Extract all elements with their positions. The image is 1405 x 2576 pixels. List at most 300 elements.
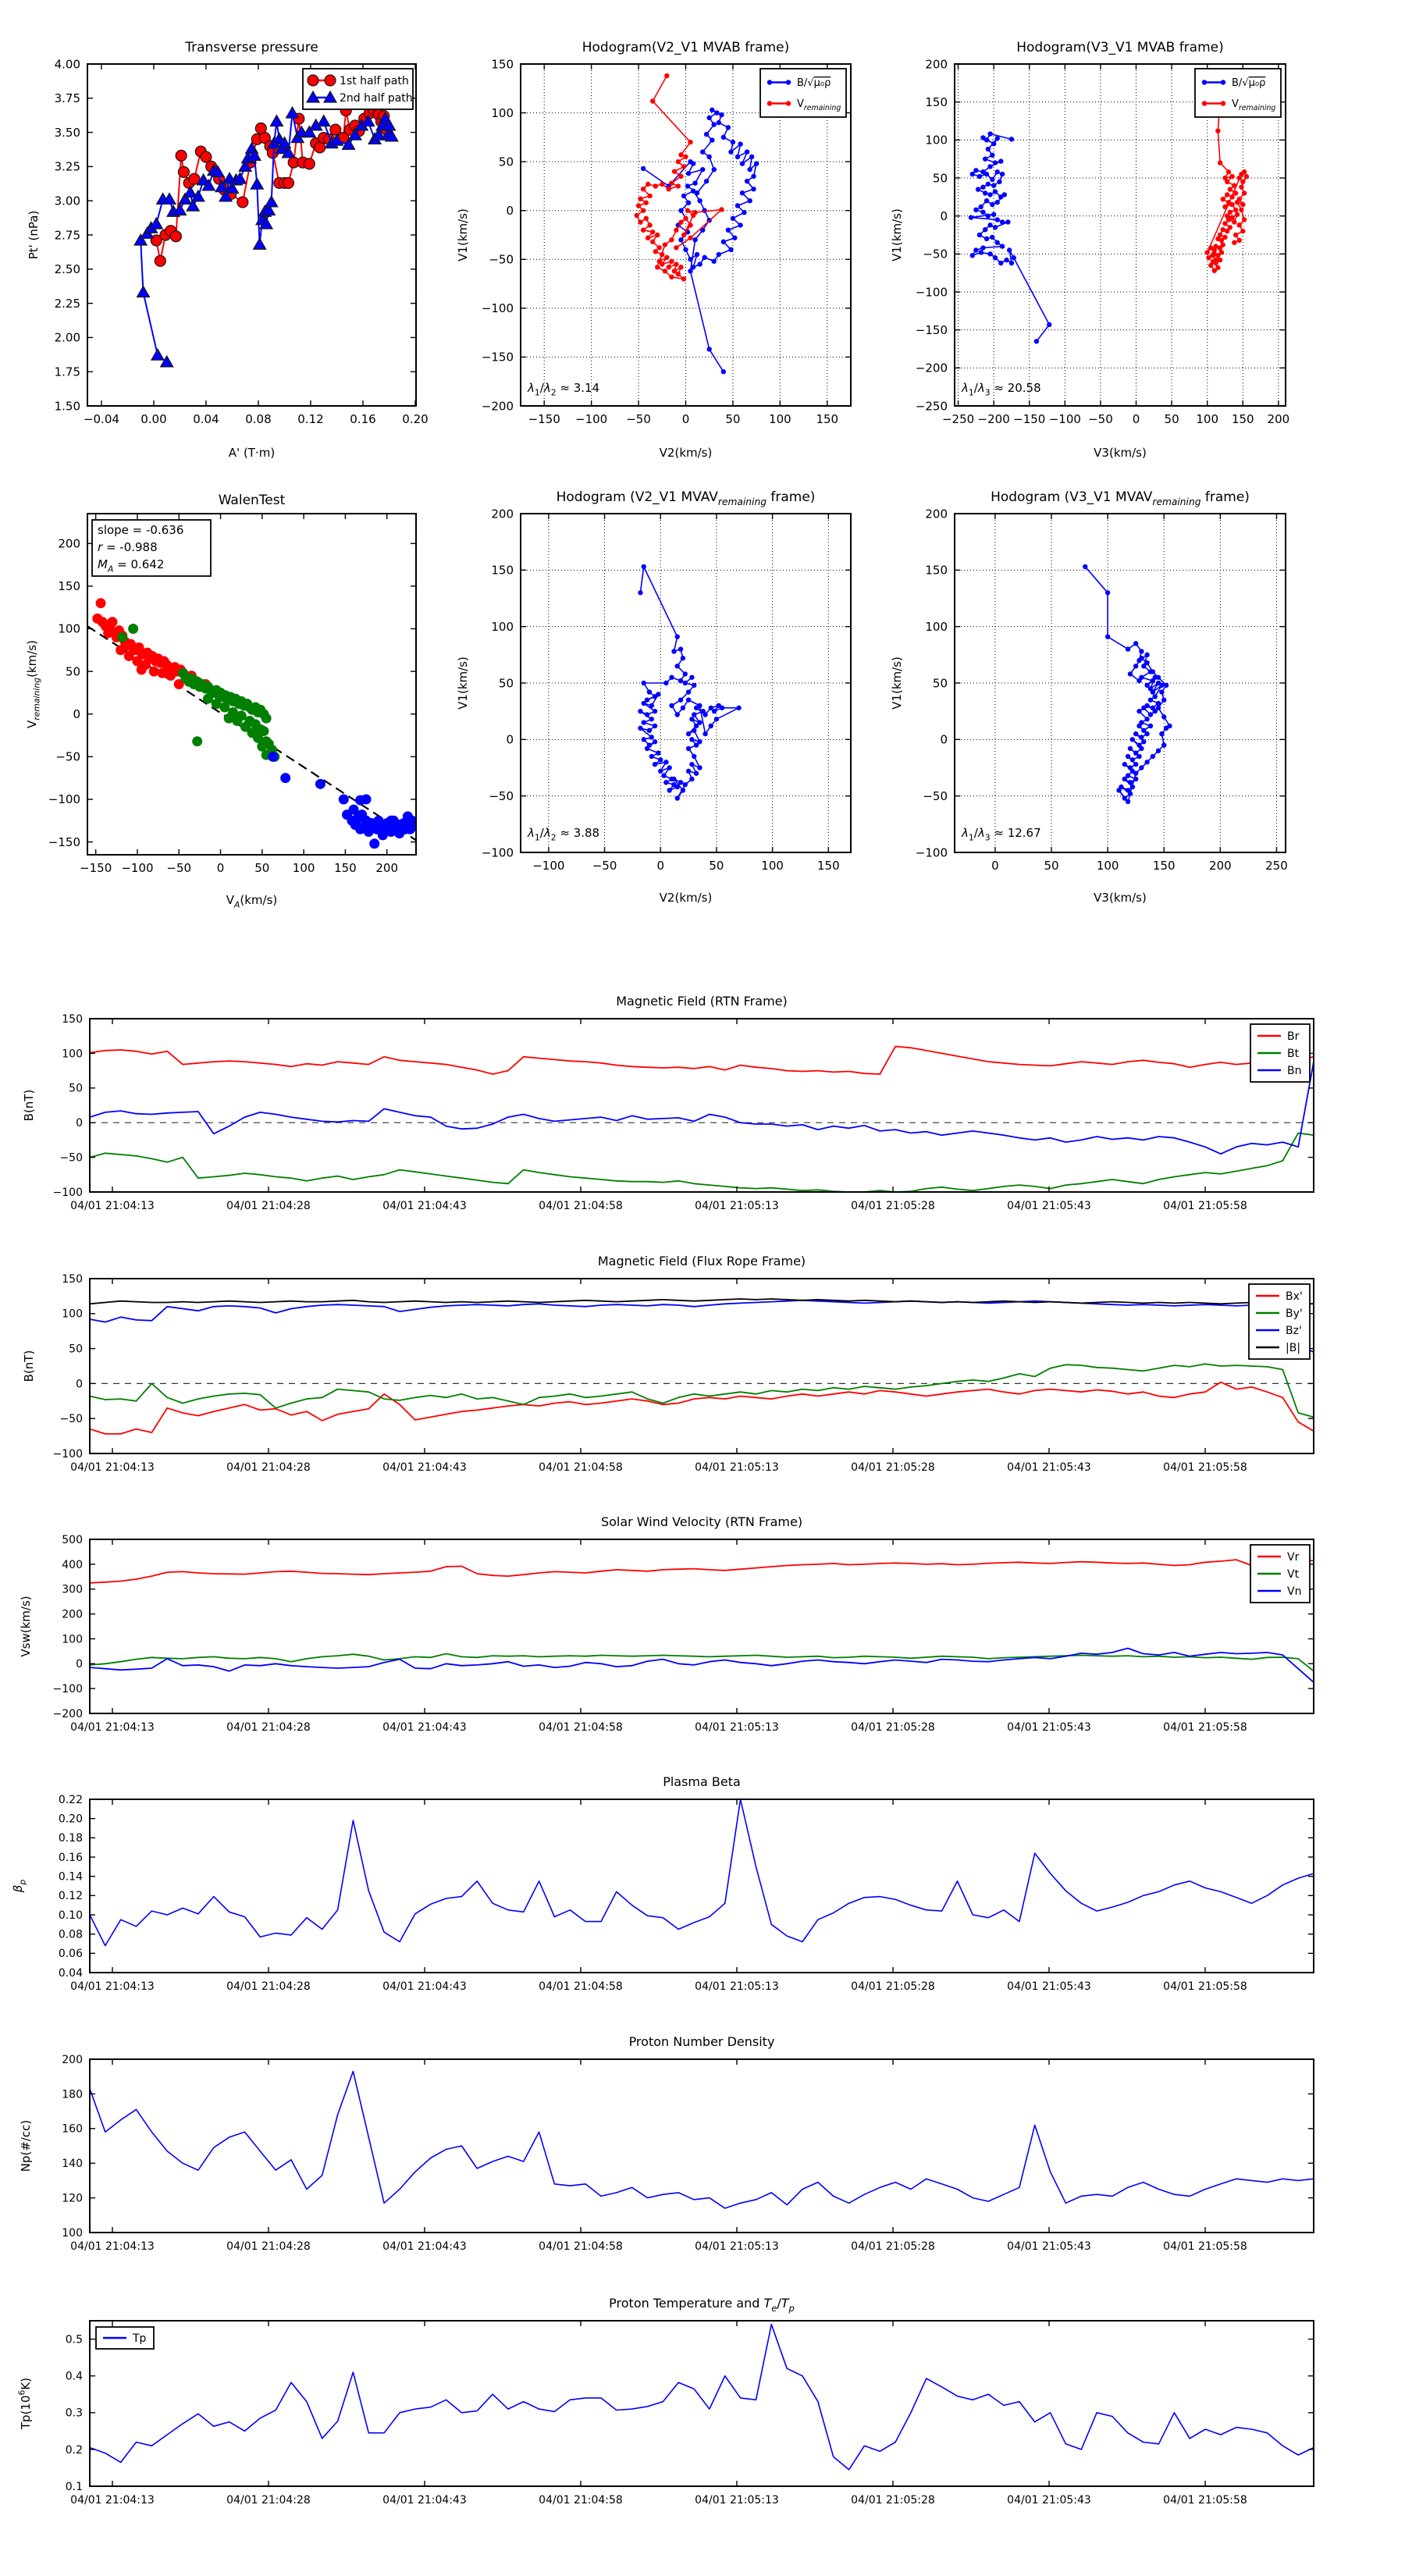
x-tick-label: 04/01 21:04:28 <box>226 2240 311 2253</box>
x-tick-label: 50 <box>709 859 724 873</box>
data-point-dot <box>1144 731 1149 736</box>
y-tick-label: −150 <box>48 834 80 849</box>
legend-entry-label: Tp <box>133 2332 147 2345</box>
data-point-dot <box>1000 219 1005 224</box>
data-point-dot <box>732 236 737 240</box>
annotation: $\lambda_1/\lambda_2 \approx 3.88$ <box>528 826 600 843</box>
data-point-dot <box>1242 169 1247 174</box>
data-point-dot <box>1222 221 1227 226</box>
series-vn <box>90 1649 1314 1683</box>
data-point-dot <box>1139 746 1144 751</box>
y-tick-label: 0 <box>506 203 514 218</box>
y-tick-label: 150 <box>491 563 514 578</box>
data-point-dot <box>674 228 678 233</box>
data-point-dot <box>1225 229 1229 233</box>
data-point-dot <box>1161 698 1166 703</box>
data-point-dot <box>1233 233 1238 237</box>
y-tick-label: −50 <box>55 749 80 764</box>
data-point-dot <box>689 762 694 767</box>
data-point-dot <box>726 228 731 233</box>
x-tick-label: 150 <box>1231 412 1254 426</box>
panel-title: Magnetic Field (Flux Rope Frame) <box>597 1254 806 1268</box>
data-point-dot <box>728 247 733 252</box>
data-point-dot <box>681 164 686 169</box>
data-point-dot <box>688 140 692 144</box>
series-line <box>90 1560 1314 1583</box>
data-point-dot <box>1229 194 1234 199</box>
data-point-dot <box>645 746 649 751</box>
data-point-dot <box>742 210 746 215</box>
y-tick-label: −50 <box>59 1413 83 1426</box>
x-tick-label: 0.04 <box>193 412 219 426</box>
y-tick-label: 150 <box>58 579 80 594</box>
data-point-dot <box>998 158 1003 163</box>
data-point-dot <box>128 624 138 634</box>
data-point-dot <box>689 717 694 721</box>
data-point-dot <box>656 692 660 696</box>
series-line <box>90 1649 1314 1683</box>
data-point-dot <box>663 780 668 785</box>
y-tick-label: 0.1 <box>65 2480 83 2493</box>
data-point-dot <box>1232 240 1236 245</box>
data-point-dot <box>707 347 712 351</box>
data-point-dot <box>1225 180 1229 184</box>
panel-proton-number-density <box>19 2034 1314 2253</box>
data-point-dot <box>1221 197 1225 201</box>
data-point-dot <box>987 222 992 227</box>
data-point-dot <box>702 255 706 260</box>
data-point-dot <box>1206 255 1211 260</box>
data-point-dot <box>107 617 117 627</box>
axes-frame <box>90 2059 1314 2233</box>
data-point-dot <box>638 726 642 731</box>
data-point-dot <box>697 198 702 203</box>
data-point-dot <box>676 159 681 164</box>
data-point-dot <box>712 709 717 713</box>
series-v-remaining <box>634 73 724 282</box>
panel-title: Hodogram (V2_V1 $MVAV_{remaining}$ frame) <box>556 489 816 508</box>
data-point-dot <box>1161 742 1166 747</box>
series-bt <box>90 1133 1314 1193</box>
data-point-dot <box>653 724 657 728</box>
data-point-dot <box>1011 255 1016 260</box>
data-point-dot <box>970 253 975 258</box>
data-point-dot <box>1034 339 1039 343</box>
x-tick-label: 04/01 21:04:28 <box>226 1721 311 1734</box>
data-point-dot <box>993 225 998 229</box>
data-point-dot <box>721 135 726 140</box>
y-tick-label: 100 <box>58 621 80 636</box>
y-tick-label: 3.25 <box>54 159 80 174</box>
x-tick-label: 100 <box>1096 859 1119 873</box>
data-point-dot <box>1237 222 1242 227</box>
axes-frame <box>90 1539 1314 1713</box>
data-point-dot <box>991 212 996 217</box>
data-point-dot <box>986 182 991 187</box>
data-point-dot <box>642 720 646 724</box>
data-point-dot <box>678 152 683 157</box>
series-line <box>90 1799 1314 1946</box>
x-tick-label: −150 <box>528 412 560 426</box>
data-point-dot <box>980 210 985 215</box>
data-point-dot <box>676 183 681 188</box>
x-tick-label: 04/01 21:05:43 <box>1007 1980 1091 1993</box>
y-tick-label: 0.12 <box>58 1890 83 1903</box>
data-point-dot <box>1213 258 1218 262</box>
series-vr <box>90 1560 1314 1583</box>
y-tick-label: −50 <box>489 252 514 267</box>
data-point-dot <box>672 169 677 173</box>
stats-line: slope = -0.636 <box>98 523 184 537</box>
data-point-dot <box>638 709 642 713</box>
data-point-dot <box>681 656 685 660</box>
y-tick-label: 1.50 <box>54 399 80 414</box>
y-axis-label: Pt' (nPa) <box>27 210 41 260</box>
data-point-dot <box>1242 217 1247 222</box>
data-point-dot <box>1226 217 1231 222</box>
annotation: $\lambda_1/\lambda_2 \approx 3.14$ <box>528 381 600 398</box>
y-tick-label: 400 <box>62 1558 83 1571</box>
x-tick-label: 04/01 21:05:58 <box>1163 1200 1247 1212</box>
data-point-dot <box>731 216 735 221</box>
data-point-dot <box>1211 253 1215 258</box>
axes-frame <box>90 2321 1314 2486</box>
data-point-dot <box>1159 689 1164 694</box>
data-point-dot <box>661 773 666 777</box>
data-point-dot <box>720 706 724 710</box>
data-point-dot <box>738 222 742 227</box>
x-tick-label: 0 <box>681 412 690 426</box>
data-point-dot <box>1133 731 1138 736</box>
data-point-dot <box>1161 714 1166 719</box>
x-tick-label: 04/01 21:04:28 <box>226 1461 311 1474</box>
y-tick-label: 500 <box>62 1533 83 1546</box>
y-tick-label: 3.00 <box>54 194 80 208</box>
x-tick-label: 50 <box>1044 859 1059 873</box>
y-tick-label: 50 <box>69 1343 83 1356</box>
x-tick-label: 200 <box>1209 859 1232 873</box>
y-tick-label: 50 <box>498 676 514 691</box>
data-point-dot <box>1202 80 1207 84</box>
stats-line: r = -0.988 <box>98 540 158 554</box>
data-point-dot <box>717 252 721 257</box>
legend-entry-label: 2nd half path <box>340 91 413 105</box>
data-point-dot <box>993 255 998 260</box>
y-axis-label: V1(km/s) <box>890 208 904 262</box>
data-point-dot <box>642 681 646 685</box>
panel-magnetic-field-flux-rope <box>22 1254 1314 1474</box>
data-point-dot <box>691 188 695 193</box>
series-line <box>90 1062 1314 1154</box>
panel-hodogram-v2v1-mvab <box>456 40 851 460</box>
data-point-dot <box>641 166 646 171</box>
data-point-dot <box>697 703 702 708</box>
data-point-dot <box>683 247 688 252</box>
data-point-dot <box>355 795 365 806</box>
data-point-dot <box>983 156 987 161</box>
data-point-dot <box>688 222 692 227</box>
data-point-circle <box>237 197 248 208</box>
y-tick-label: 0.5 <box>65 2333 83 2347</box>
data-point-dot <box>979 205 984 209</box>
data-point-dot <box>695 252 699 257</box>
data-point-dot <box>681 706 685 710</box>
data-point-dot <box>676 272 681 276</box>
data-point-dot <box>642 564 646 569</box>
legend-entry-label: |B| <box>1286 1341 1301 1354</box>
data-point-dot <box>747 198 752 203</box>
data-point-dot <box>681 276 686 281</box>
data-point-dot <box>697 739 702 744</box>
y-tick-label: 200 <box>62 2053 83 2066</box>
y-tick-label: 100 <box>62 1048 83 1061</box>
legend-entry-label: Bt <box>1287 1047 1300 1060</box>
data-point-dot <box>995 200 1000 205</box>
data-point-dot <box>731 140 735 144</box>
x-tick-label: 04/01 21:05:13 <box>695 1721 779 1734</box>
data-point-triangle <box>318 116 330 126</box>
x-tick-label: −150 <box>1013 412 1046 426</box>
y-tick-label: 180 <box>62 2088 83 2101</box>
data-point-dot <box>1009 261 1014 265</box>
x-tick-label: 04/01 21:04:28 <box>226 2494 311 2507</box>
data-point-dot <box>1144 660 1149 665</box>
data-point-dot <box>1228 187 1232 191</box>
data-point-dot <box>1208 245 1213 250</box>
x-tick-label: −50 <box>1088 412 1113 426</box>
data-point-dot <box>692 237 697 242</box>
data-point-dot <box>675 795 680 800</box>
data-point-dot <box>728 149 733 154</box>
data-point-dot <box>686 689 691 694</box>
panel-hodogram-v2v1-mvav <box>456 489 851 905</box>
x-tick-label: 04/01 21:04:13 <box>70 1980 155 1993</box>
data-point-dot <box>638 220 642 225</box>
data-point-dot <box>686 731 691 736</box>
data-point-dot <box>980 184 985 189</box>
y-tick-label: 100 <box>491 619 514 634</box>
panel-title: WalenTest <box>218 493 286 508</box>
x-tick-label: 04/01 21:04:58 <box>539 1980 623 1993</box>
x-tick-label: 04/01 21:04:43 <box>382 2494 467 2507</box>
x-tick-label: 04/01 21:04:43 <box>382 1200 467 1212</box>
data-point-dot <box>712 259 717 264</box>
panel-solar-wind-velocity <box>19 1514 1314 1734</box>
data-point-dot <box>1047 322 1051 327</box>
x-tick-label: 04/01 21:04:58 <box>539 1721 623 1734</box>
data-point-dot <box>646 236 650 240</box>
data-point-dot <box>993 160 998 165</box>
y-tick-label: 0.08 <box>58 1928 83 1941</box>
x-tick-label: 04/01 21:04:28 <box>226 1200 311 1212</box>
x-axis-label: V3(km/s) <box>1094 446 1147 460</box>
x-tick-label: 04/01 21:05:43 <box>1007 1721 1091 1734</box>
data-point-dot <box>1139 656 1144 660</box>
x-tick-label: 150 <box>817 859 840 873</box>
data-point-dot <box>984 172 989 176</box>
x-tick-label: 0 <box>1132 412 1140 426</box>
panel-title: Plasma Beta <box>663 1774 741 1789</box>
data-point-dot <box>224 713 234 724</box>
x-tick-label: 100 <box>769 412 791 426</box>
annotation: $\lambda_1/\lambda_3 \approx 20.58$ <box>962 381 1041 398</box>
y-tick-label: −50 <box>923 788 948 803</box>
data-point-dot <box>647 194 652 198</box>
y-tick-label: 2.00 <box>54 330 80 345</box>
data-point-dot <box>1126 646 1130 651</box>
data-point-triangle <box>254 238 266 249</box>
data-point-dot <box>117 632 127 642</box>
data-point-dot <box>678 265 683 269</box>
data-point-dot <box>686 746 691 751</box>
data-point-dot <box>1136 724 1141 728</box>
panel-title: Hodogram (V3_V1 $MVAV_{remaining}$ frame) <box>991 489 1250 508</box>
data-point-dot <box>685 183 690 188</box>
data-point-dot <box>998 261 1003 265</box>
y-tick-label: −200 <box>915 361 948 375</box>
x-tick-label: 04/01 21:05:58 <box>1163 2494 1247 2507</box>
data-point-dot <box>984 198 989 203</box>
legend-entry-label: Bz' <box>1286 1324 1302 1337</box>
data-point-dot <box>667 788 672 792</box>
data-point-dot <box>1232 183 1236 188</box>
y-tick-label: −100 <box>52 1683 83 1696</box>
y-tick-label: −250 <box>915 399 948 414</box>
data-point-dot <box>1235 200 1240 205</box>
x-tick-label: 04/01 21:04:28 <box>226 1980 311 1993</box>
x-tick-label: 100 <box>761 859 784 873</box>
data-point-dot <box>1133 777 1138 781</box>
y-tick-label: −100 <box>915 285 948 300</box>
data-point-dot <box>1000 172 1005 176</box>
series-second-half <box>268 752 417 849</box>
data-point-dot <box>692 728 696 733</box>
y-tick-label: −200 <box>52 1707 83 1720</box>
series-line <box>90 1047 1314 1075</box>
x-tick-label: 04/01 21:04:58 <box>539 1461 623 1474</box>
x-tick-label: 04/01 21:04:43 <box>382 2240 467 2253</box>
data-point-dot <box>1156 749 1161 753</box>
legend-entry-label: Vn <box>1287 1585 1302 1598</box>
data-point-dot <box>671 777 676 781</box>
data-point-triangle <box>265 196 278 207</box>
data-point-dot <box>1105 590 1110 595</box>
data-point-dot <box>369 838 379 849</box>
data-point-dot <box>717 120 721 125</box>
data-point-dot <box>692 683 696 688</box>
x-tick-label: 150 <box>1152 859 1176 873</box>
data-point-dot <box>689 777 694 781</box>
y-tick-label: 200 <box>62 1608 83 1621</box>
x-tick-label: −50 <box>166 861 192 875</box>
data-point-dot <box>669 675 674 680</box>
data-point-circle <box>170 231 181 242</box>
x-tick-label: −50 <box>626 412 651 426</box>
data-point-dot <box>655 265 660 269</box>
panel-title: Hodogram(V3_V1 MVAB frame) <box>1016 40 1224 55</box>
y-tick-label: 50 <box>498 155 514 169</box>
data-point-dot <box>688 236 692 240</box>
x-tick-label: 100 <box>1196 412 1219 426</box>
x-tick-label: 04/01 21:05:13 <box>695 2240 779 2253</box>
y-tick-label: 0 <box>940 732 948 747</box>
legend-entry-label: Bn <box>1287 1064 1302 1077</box>
data-point-dot <box>656 245 661 250</box>
series-line <box>90 1299 1314 1304</box>
data-point-dot <box>740 161 745 165</box>
data-point-dot <box>686 171 691 176</box>
x-tick-label: −100 <box>575 412 608 426</box>
data-point-dot <box>976 187 980 191</box>
data-point-dot <box>1139 735 1144 739</box>
data-point-dot <box>714 110 719 115</box>
data-point-dot <box>721 240 726 244</box>
y-tick-label: 4.00 <box>54 57 80 72</box>
data-point-dot <box>645 712 649 717</box>
data-point-dot <box>649 735 654 739</box>
data-point-dot <box>688 257 692 262</box>
y-tick-label: 120 <box>62 2192 83 2205</box>
y-tick-label: −50 <box>489 788 514 803</box>
y-tick-label: 150 <box>491 57 514 72</box>
data-point-dot <box>667 187 671 191</box>
data-point-dot <box>641 208 646 213</box>
data-point-dot <box>663 269 667 273</box>
data-point-dot <box>767 101 772 105</box>
y-axis-label: V1(km/s) <box>456 656 470 710</box>
data-point-dot <box>192 736 202 746</box>
data-point-dot <box>1218 245 1222 250</box>
x-tick-label: 04/01 21:04:43 <box>382 1980 467 1993</box>
data-point-dot <box>697 720 702 724</box>
y-tick-label: 100 <box>925 619 948 634</box>
data-point-dot <box>1242 190 1247 195</box>
data-point-dot <box>1122 762 1127 767</box>
data-point-dot <box>995 217 1000 222</box>
y-tick-label: 0.3 <box>65 2407 83 2420</box>
y-tick-label: 150 <box>925 563 948 578</box>
data-point-dot <box>745 149 749 154</box>
x-tick-label: −50 <box>592 859 617 873</box>
data-point-dot <box>969 215 973 219</box>
data-point-dot <box>634 213 638 218</box>
x-tick-label: 04/01 21:05:43 <box>1007 2494 1091 2507</box>
x-tick-label: −0.04 <box>83 412 119 426</box>
data-point-dot <box>1136 754 1141 759</box>
series-bx- <box>90 1382 1314 1434</box>
data-point-dot <box>1204 250 1209 254</box>
data-point-dot <box>649 703 654 708</box>
data-point-dot <box>767 80 772 84</box>
annotation: $\lambda_1/\lambda_3 \approx 12.67$ <box>962 826 1041 843</box>
data-point-dot <box>1151 754 1155 759</box>
x-tick-label: 04/01 21:04:43 <box>382 1721 467 1734</box>
series-line <box>90 1300 1314 1352</box>
data-point-dot <box>1240 180 1245 184</box>
data-point-dot <box>991 141 996 146</box>
data-point-dot <box>1009 137 1014 141</box>
data-point-dot <box>656 750 660 755</box>
series-line <box>90 2325 1314 2470</box>
data-point-dot <box>983 190 987 195</box>
data-point-circle <box>155 255 165 266</box>
data-point-dot <box>650 229 655 234</box>
y-tick-label: 200 <box>925 507 948 521</box>
series-beta-p <box>90 1799 1314 1946</box>
legend-entry-label: Bx' <box>1286 1290 1303 1303</box>
y-tick-label: −200 <box>481 399 514 414</box>
y-tick-label: 0 <box>76 1117 83 1130</box>
